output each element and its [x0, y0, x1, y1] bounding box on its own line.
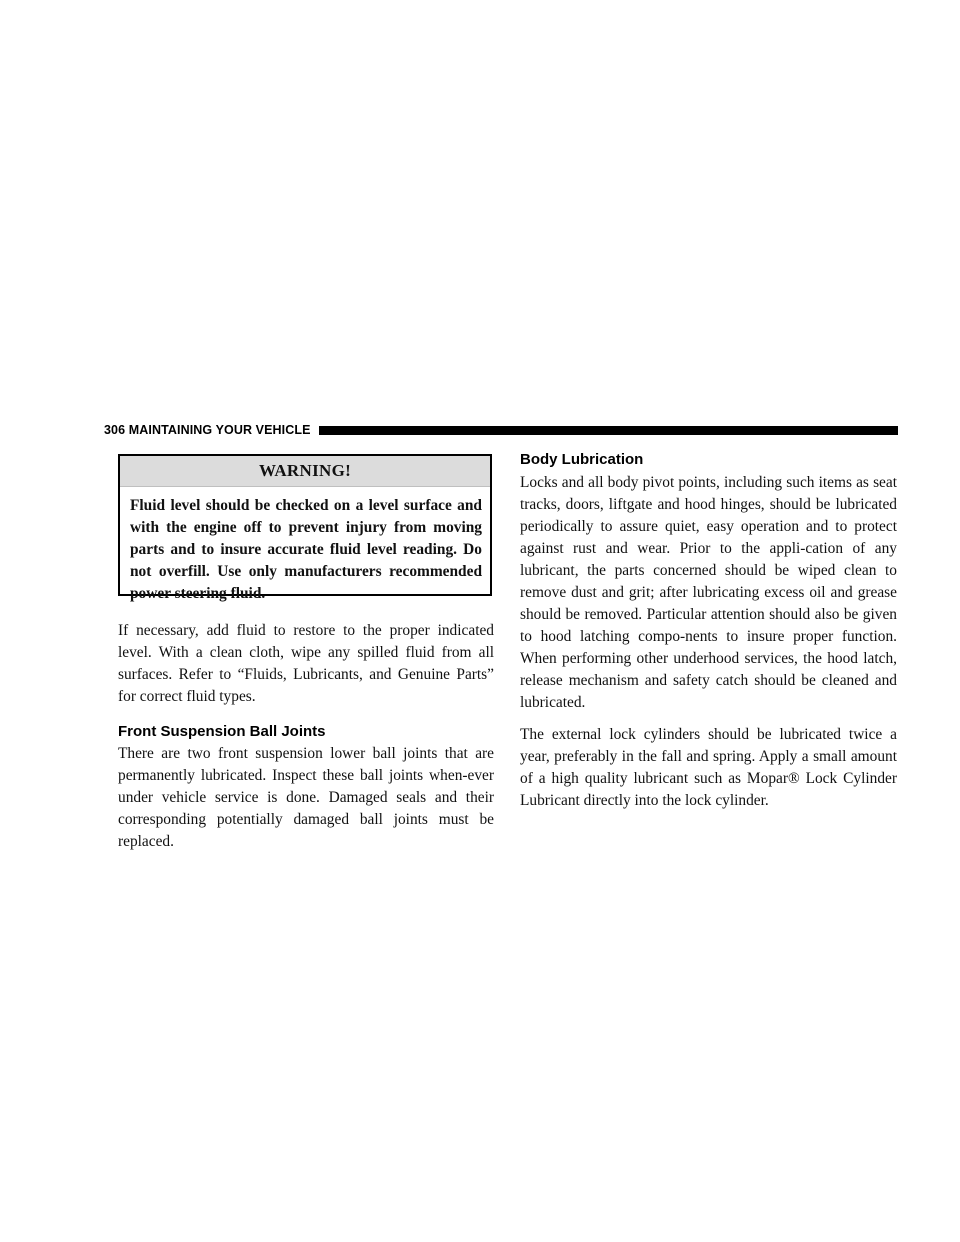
left-column [118, 620, 494, 853]
warning-box [118, 454, 492, 602]
section-heading-body-lubrication: Body Lubrication [520, 451, 644, 468]
right-column [520, 450, 897, 812]
ball-joints-paragraph: There are two front suspension lower ball joints that are permanently lubricated. Inspect these ball joints when-ever under vehicle service is done. Damaged seals and their corresponding potentially damaged ball joints must be replaced. [118, 745, 494, 850]
section-heading-ball-joints: Front Suspension Ball Joints [118, 723, 326, 740]
lock-cylinder-paragraph: The external lock cylinders should be lubricated twice a year, preferably in the fall and spring. Apply a small amount of a high quality lubricant such as Mopar® Lock Cylinder Lubricant directly into the lock cylinder. [520, 726, 897, 809]
fluid-paragraph: If necessary, add fluid to restore to the proper indicated level. With a clean cloth, wipe any spilled fluid from all surfaces. Refer to “Fluids, Lubricants, and Genuine Parts” for correct fluid types. [118, 622, 494, 705]
body-lubrication-paragraph: Locks and all body pivot points, including such items as seat tracks, doors, liftgate and hood hinges, should be lubricated periodically to assure quiet, easy operation and to protect against rust and wear. Prior to the appli-cation of any lubricant, the parts concerned should be wiped clean to remove dust and grit; after lubricating excess oil and grease should be removed. Particular attention should also be given to hood latching compo-nents to insure proper function. When performing other underhood services, the hood latch, release mechanism and safety catch should be cleaned and lubricated. [520, 474, 897, 711]
header-rule [319, 426, 898, 435]
page-number-section-title: 306 MAINTAINING YOUR VEHICLE [104, 423, 311, 437]
warning-title: WARNING! [120, 456, 490, 487]
warning-text: Fluid level should be checked on a level surface and with the engine off to prevent injury from moving parts and to insure accurate fluid level reading. Do not overfill. Use only manufacturers recommended power steering fluid. [130, 497, 482, 602]
page-header [104, 422, 898, 438]
